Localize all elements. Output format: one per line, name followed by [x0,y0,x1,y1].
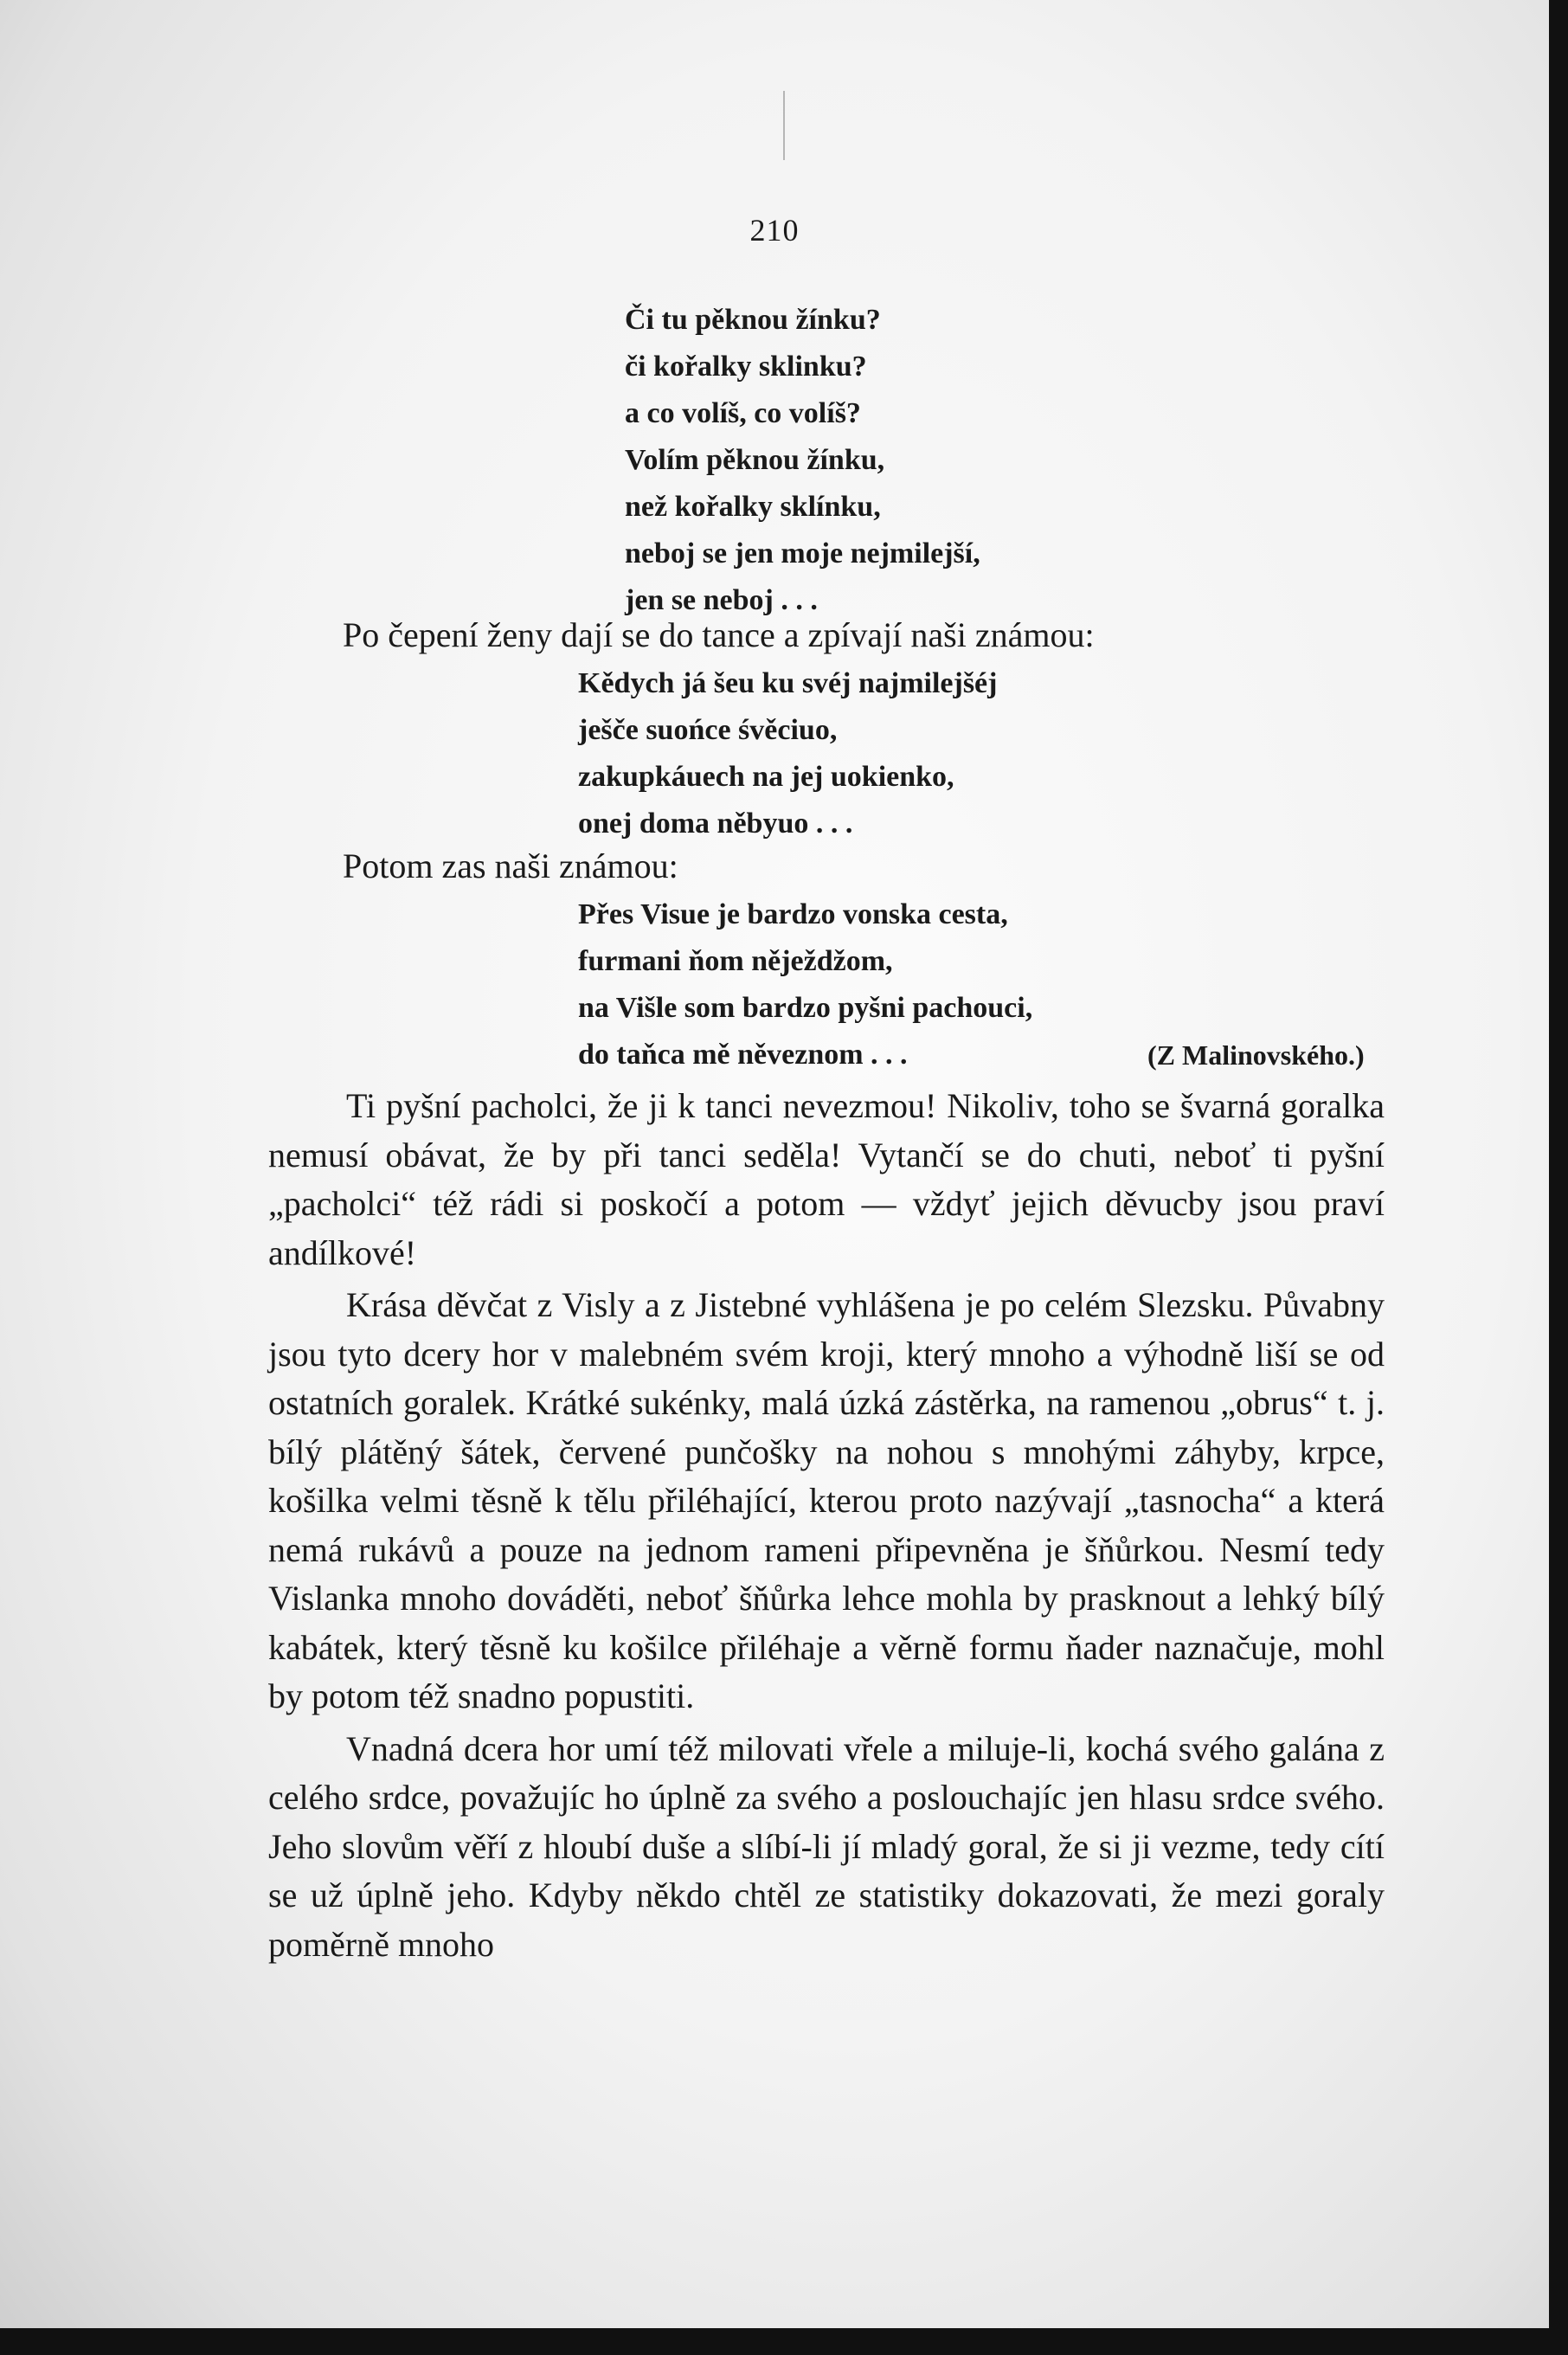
paragraph: Vnadná dcera hor umí též milovati vřele a miluje-li, kochá svého galána z celého srdce, považujíc ho úplně za svého a poslouchajíc jen hlasu srdce svého. Jeho slovům věří z hloubí duše a slíbí-li jí mladý goral, že si ji vezme, tedy cítí se už úplně jeho. Kdyby někdo chtěl ze statistiky dokazovati, že mezi goraly poměrně mnoho [268,1728,1385,1964]
paragraph: Ti pyšní pacholci, že ji k tanci nevezmou! Nikoliv, toho se švarná goralka nemusí obávat, že by při tanci seděla! Vytančí se do chuti, neboť ti pyšní „pacholci“ též rádi si poskočí a potom — vždyť jejich děvucby jsou praví andílkové! [268,1086,1385,1272]
verse-line: Kědych já šeu ku svéj najmilejšéj [578,667,998,699]
verse-attribution: (Z Malinovského.) [1147,1039,1365,1071]
verse-line: ješče suońce śvěciuo, [578,714,838,746]
page-number: 210 [749,213,800,248]
verse-line: do taňca mě něveznom . . . [578,1039,908,1071]
scan-artifact [783,91,785,160]
song-intro-line: Potom zas naši známou: [343,846,678,885]
verse-line: furmani ňom něježdžom, [578,945,893,977]
verse-line: onej doma něbyuo . . . [578,808,853,840]
song-intro-line: Po čepení ženy dají se do tance a zpívají naši známou: [343,615,1095,654]
verse-line: Volím pěknou žínku, [625,444,885,476]
verse-line: Či tu pěknou žínku? [625,304,881,336]
verse-line: neboj se jen moje nejmilejší, [625,537,980,569]
verse-line: než kořalky sklínku, [625,491,881,523]
verse-line: zakupkáuech na jej uokienko, [578,761,954,793]
verse-line: Přes Visue je bardzo vonska cesta, [578,898,1008,930]
verse-stanza-3 [578,891,1032,1078]
verse-line: na Višle som bardzo pyšni pachouci, [578,992,1033,1024]
verse-line: či kořalky sklinku? [625,351,867,383]
verse-line: jen se neboj . . . [625,584,818,616]
body-text [268,1082,1385,1972]
paragraph: Krása děvčat z Visly a z Jistebné vyhlášena je po celém Slezsku. Půvabny jsou tyto dcery hor v malebném svém kroji, který mnoho a výhodně liší se od ostatních goralek. Krátké sukénky, malá úzká zástěrka, na ramenou „obrus“ t. j. bílý plátěný šátek, červené punčošky na nohou s mnohými záhyby, krpce, košilka velmi těsně k tělu přiléhající, kterou proto nazývají „tasnocha“ a která nemá rukávů a pouze na jednom rameni připevněna je šňůrkou. Nesmí tedy Vislanka mnoho dováděti, neboť šňůrka lehce mohla by prasknout a lehký bílý kabátek, který těsně ku košilce přiléhaje a věrně formu ňader naznačuje, mohl by potom též snadno popustiti. [268,1285,1385,1715]
verse-line: a co volíš, co volíš? [625,397,861,429]
verse-stanza-2 [578,660,997,847]
verse-stanza-1 [625,297,980,624]
